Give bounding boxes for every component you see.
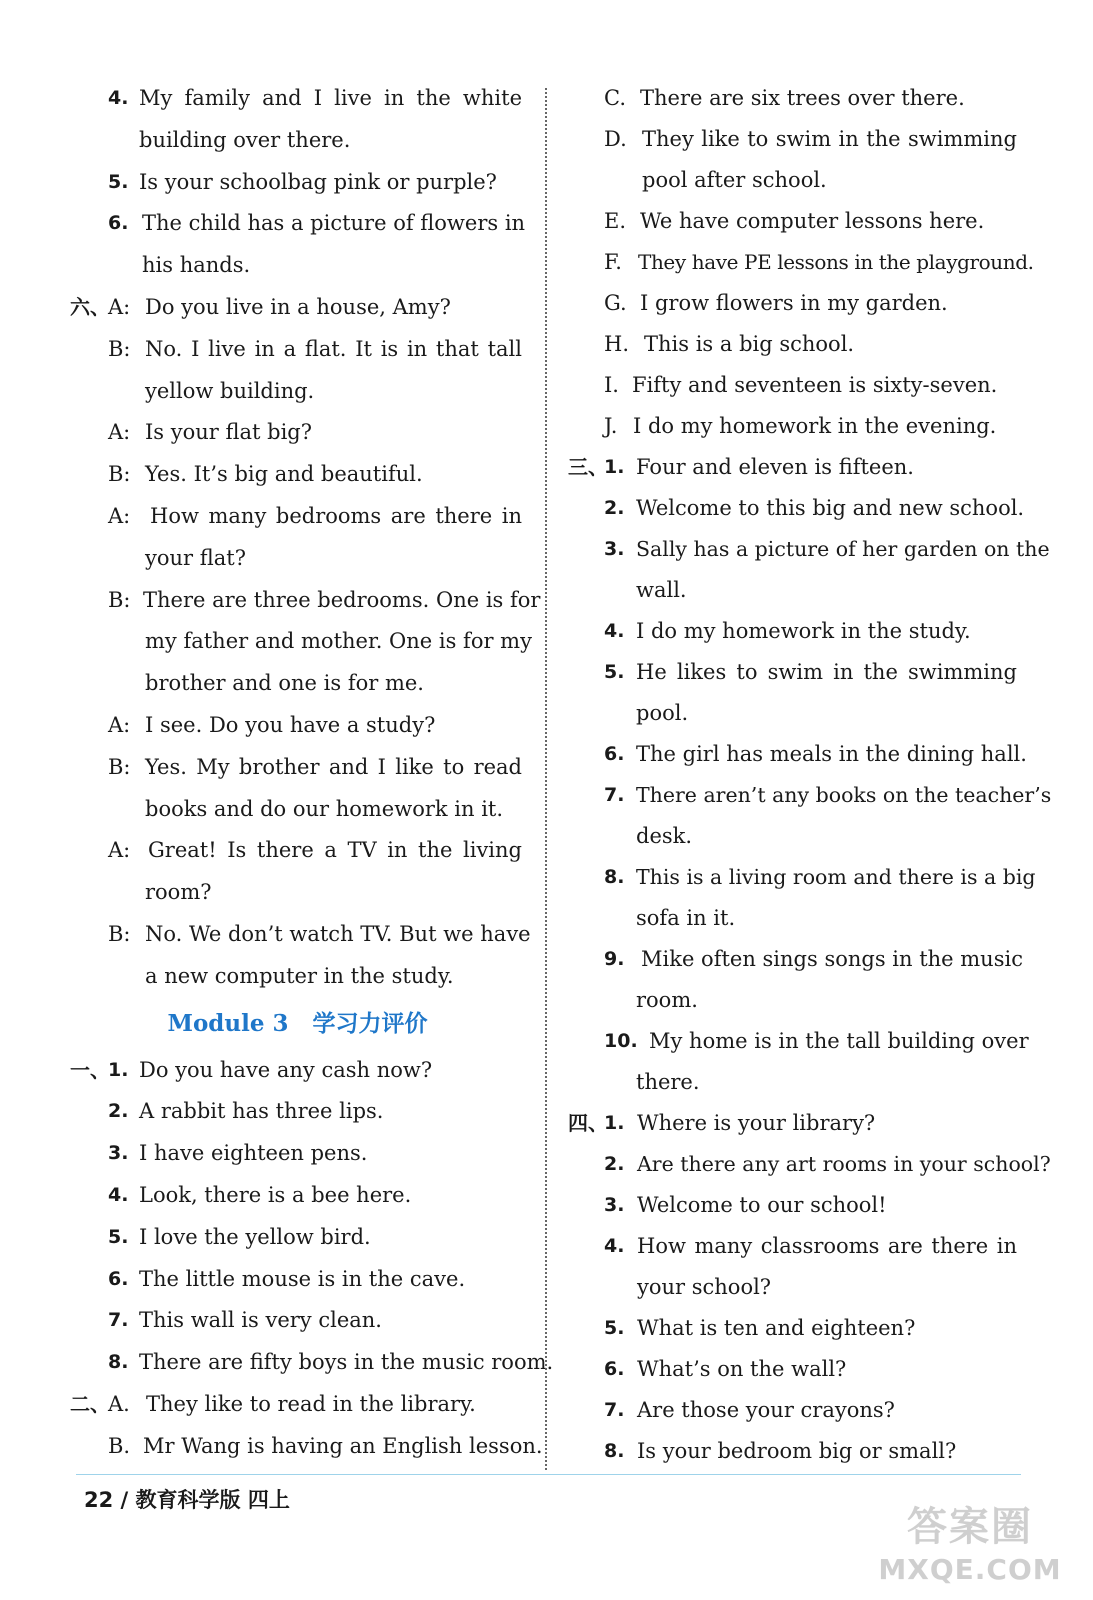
list-item: F. They have PE lessons in the playground. bbox=[604, 250, 1034, 274]
list-item: 6. The child has a picture of flowers in bbox=[108, 211, 526, 236]
footer-divider bbox=[76, 1474, 1021, 1475]
list-item: 5. What is ten and eighteen? bbox=[604, 1316, 916, 1340]
dialogue-line: A: Great! Is there a TV in the living bbox=[108, 838, 522, 863]
dialogue-line: B: Yes. My brother and I like to read bbox=[108, 754, 522, 779]
list-item: I. Fifty and seventeen is sixty-seven. bbox=[604, 373, 998, 397]
list-item: 6. The girl has meals in the dining hall. bbox=[604, 742, 1027, 766]
list-item: 3. Sally has a picture of her garden on the bbox=[604, 537, 1050, 561]
list-item: 8. Is your bedroom big or small? bbox=[604, 1439, 957, 1463]
list-item: B. Mr Wang is having an English lesson. bbox=[108, 1433, 543, 1458]
list-item: 5. Is your schoolbag pink or purple? bbox=[108, 169, 497, 194]
list-item: 8. There are fifty boys in the music room. bbox=[108, 1350, 554, 1375]
list-item: 4. Look, there is a bee here. bbox=[108, 1182, 412, 1207]
dialogue-line: 六、 A: Do you live in a house, Amy? bbox=[70, 287, 525, 329]
list-item: 二、 A. They like to read in the library. bbox=[70, 1384, 525, 1426]
dialogue-line: A: I see. Do you have a study? bbox=[108, 712, 436, 737]
list-item: 2. A rabbit has three lips. bbox=[108, 1099, 384, 1124]
column-divider bbox=[545, 88, 547, 1470]
list-item: 5. I love the yellow bird. bbox=[108, 1224, 371, 1249]
list-item: 9. Mike often sings songs in the music bbox=[604, 947, 1023, 971]
section-marker: 六、 bbox=[70, 294, 110, 319]
list-item: E. We have computer lessons here. bbox=[604, 209, 985, 233]
page-footer: 22 / 教育科学版 四上 bbox=[84, 1488, 290, 1512]
section-marker: 一、 bbox=[70, 1057, 110, 1082]
list-item: 7. Are those your crayons? bbox=[604, 1398, 895, 1422]
dialogue-line: A: Is your flat big? bbox=[108, 420, 312, 445]
list-item: 4. I do my homework in the study. bbox=[604, 619, 971, 643]
list-item: J. I do my homework in the evening. bbox=[604, 414, 997, 438]
list-item: 5. He likes to swim in the swimming bbox=[604, 660, 1017, 684]
dialogue-line: B: There are three bedrooms. One is for bbox=[108, 587, 541, 612]
edition-label: 教育科学版 四上 bbox=[135, 1488, 290, 1512]
section-marker: 三、 bbox=[568, 455, 608, 479]
dialogue-line: A: How many bedrooms are there in bbox=[108, 503, 522, 528]
list-item: 4. My family and I live in the white bbox=[108, 86, 522, 110]
list-item: H. This is a big school. bbox=[604, 332, 855, 356]
left-column: 4. My family and I live in the white building over there. 5. Is your schoolbag pink or purple? 6. The child has a picture of flowers in his hands. 六、 A: Do you live in a house, Amy? B: No. I live in a flat. It is in that tall yellow building. A: Is your flat big? B: Yes. It’s big and beautiful. A: How many bedrooms are there in your flat? B: There are three bedrooms. One is for my father and mother. One is for my brother and one is for me. A: I see. Do you have a study? B: Yes. My brother and I like to read books and do our homework in it. A: Great! Is there a TV in the living room? B: No. We don’t watch TV. But we have a new computer in the study. Module 3 学习力评价 一、 1. Do you have any cash now? 2. A rabbit has three lips. 3. I have eighteen pens. 4. Look, there is a bee here. 5. I love the yellow bird. 6. The little mouse is in the cave. 7. This wall is very clean. 8. There are fifty boys in the music room. 二、 A. They like to read in the library. B. Mr Wang is having an English lesson. bbox=[70, 78, 525, 1468]
module-title: Module 3 学习力评价 bbox=[167, 1009, 428, 1037]
list-item: C. There are six trees over there. bbox=[604, 86, 965, 110]
list-item: 7. This wall is very clean. bbox=[108, 1308, 382, 1333]
list-item: 7. There aren’t any books on the teacher’s bbox=[604, 783, 1052, 807]
list-item: 6. The little mouse is in the cave. bbox=[108, 1266, 466, 1291]
list-item: 4. How many classrooms are there in bbox=[604, 1234, 1017, 1258]
list-item: 10. My home is in the tall building over bbox=[604, 1029, 1029, 1053]
right-column: C. There are six trees over there. D. They like to swim in the swimming pool after school. E. We have computer lessons here. F. They have PE lessons in the playground. G. I grow flowers in my garden. H. This is a big school. I. Fifty and seventeen is sixty-seven. J. I do my homework in the evening. 三、 1. Four and eleven is fifteen. 2. Welcome to this big and new school. 3. Sally has a picture of her garden on the wall. 4. I do my homework in the study. 5. He likes to swim in the swimming pool. 6. The girl has meals in the dining hall. 7. There aren’t any books on the teacher’s desk. 8. This is a living room and there is a big sofa in it. 9. Mike often sings songs in the music room. 10. My home is in the tall building over there. 四、 1. Where is your library? 2. Are there any art rooms in your school? 3. Welcome to our school! 4. How many classrooms are there in your school? 5. What is ten and eighteen? 6. What’s on the wall? 7. Are those your crayons? 8. Is your bedroom big or small? bbox=[568, 78, 1023, 1472]
page-number: 22 bbox=[84, 1488, 114, 1512]
list-item: 一、 1. Do you have any cash now? bbox=[70, 1050, 525, 1092]
dialogue-line: B: No. I live in a flat. It is in that tall bbox=[108, 336, 522, 361]
list-item: G. I grow flowers in my garden. bbox=[604, 291, 948, 315]
dialogue-line: B: No. We don’t watch TV. But we have bbox=[108, 921, 531, 946]
section-marker: 四、 bbox=[568, 1111, 608, 1135]
list-item: 3. Welcome to our school! bbox=[604, 1193, 887, 1217]
section-marker: 二、 bbox=[70, 1391, 110, 1416]
list-item: 6. What’s on the wall? bbox=[604, 1357, 847, 1381]
list-item: 四、 1. Where is your library? bbox=[568, 1103, 1023, 1144]
list-item: 3. I have eighteen pens. bbox=[108, 1141, 368, 1166]
list-item: 三、 1. Four and eleven is fifteen. bbox=[568, 447, 1023, 488]
list-item: 2. Are there any art rooms in your school? bbox=[604, 1152, 1051, 1176]
watermark-logo: 答案圈 MXQE.COM bbox=[878, 1504, 1062, 1586]
list-item: 8. This is a living room and there is a big bbox=[604, 865, 1036, 889]
dialogue-line: B: Yes. It’s big and beautiful. bbox=[108, 462, 423, 487]
list-item: D. They like to swim in the swimming bbox=[604, 127, 1017, 151]
list-item: 2. Welcome to this big and new school. bbox=[604, 496, 1025, 520]
